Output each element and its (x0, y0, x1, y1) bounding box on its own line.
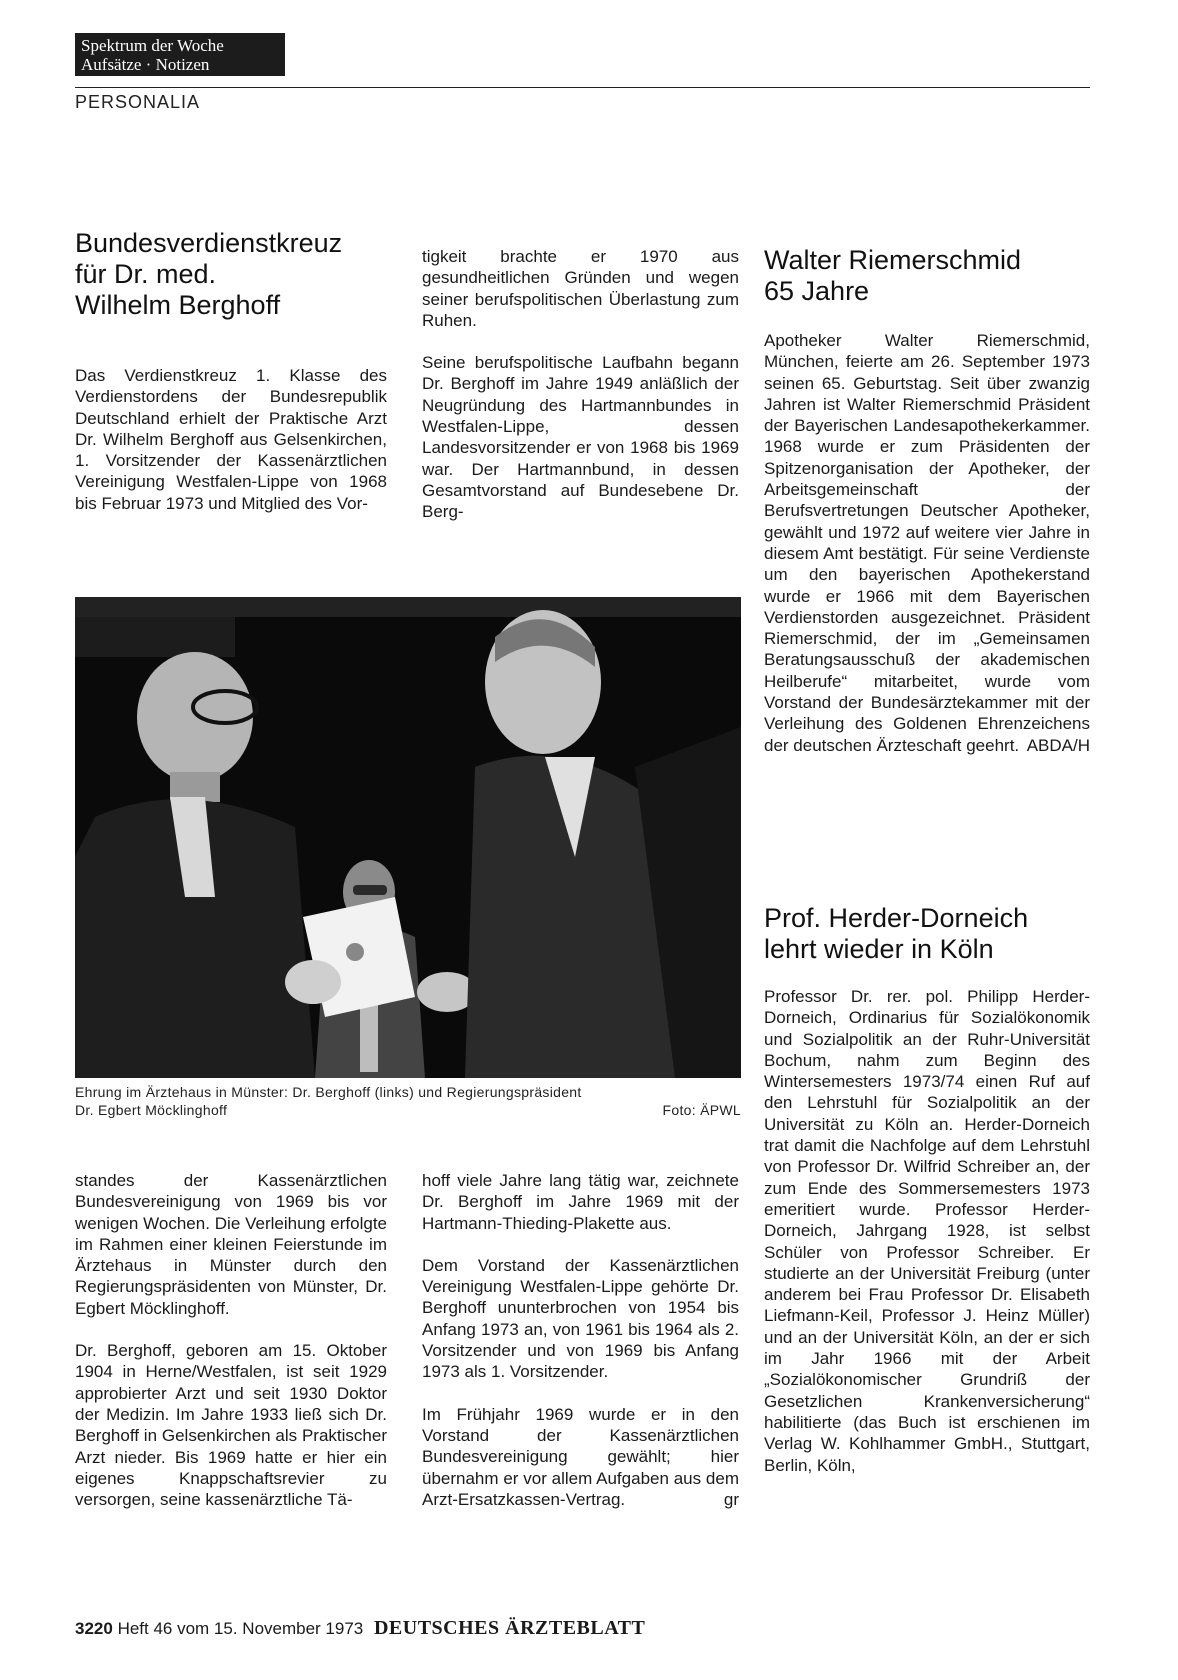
article1-col1-bottom-paragraph2: Dr. Berghoff, geboren am 15. Oktober 1904 in Herne/Westfalen, ist seit 1929 approbierter Arzt und seit 1930 Doktor der Medizin. Im Jahre 1933 ließ sich Dr. Berghoff in Gelsenkirchen als Praktischer Arzt nieder. Bis 1969 hatte er hier ein eigenes Knappschaftsrevier zu versorgen, seine kassenärztliche Tä- (75, 1341, 387, 1510)
article1-col2-bottom-paragraph3 (422, 1404, 739, 1510)
section-badge-line2: Aufsätze · Notizen (81, 55, 210, 74)
section-badge-line1: Spektrum der Woche (81, 36, 224, 55)
photo-caption-row2 (75, 1101, 741, 1119)
article1-headline-line3: Wilhelm Berghoff (75, 290, 281, 320)
photo-caption-line2: Dr. Egbert Möcklinghoff (75, 1102, 228, 1118)
page-footer (75, 1617, 645, 1640)
article3-headline (764, 903, 1094, 965)
article3-headline-line2: lehrt wieder in Köln (764, 934, 994, 964)
article1-col2-bottom-paragraph1: hoff viele Jahre lang tätig war, zeichnete Dr. Berghoff im Jahre 1969 mit der Hartmann-Thieding-Plakette aus. (422, 1171, 739, 1233)
page-number: 3220 (75, 1619, 113, 1638)
article1-col1-bottom-paragraph1: standes der Kassenärztlichen Bundesvereinigung von 1969 bis vor wenigen Wochen. Die Verleihung erfolgte im Rahmen einer kleinen Feierstunde im Ärztehaus in Münster durch den Regierungspräsidenten von Münster, Dr. Egbert Möcklinghoff. (75, 1171, 387, 1318)
journal-name: DEUTSCHES ÄRZTEBLATT (373, 1617, 646, 1639)
article2-body (764, 330, 1090, 756)
article1-col1-top-paragraph: Das Verdienstkreuz 1. Klasse des Verdienstordens der Bundesrepublik Deutschland erhielt der Praktische Arzt Dr. Wilhelm Berghoff aus Gelsenkirchen, 1. Vorsitzender der Kassenärztlichen Vereinigung Westfalen-Lippe von 1968 bis Februar 1973 und Mitglied des Vor- (75, 366, 387, 513)
article3-body-paragraph: Professor Dr. rer. pol. Philipp Herder-Dorneich, Ordinarius für Sozialökonomik und Sozialpolitik an der Ruhr-Universität Bochum, nahm zum Beginn des Wintersemesters 1973/74 einen Ruf auf den Lehrstuhl für Sozialpolitik an der Universität zu Köln an. Herder-Dorneich trat damit die Nachfolge auf dem Lehrstuhl von Professor Dr. Wilfrid Schreiber an, der zum Ende des Sommersemesters 1973 emeritiert wurde. Professor Herder-Dorneich, Jahrgang 1928, ist selbst Schüler von Professor Schreiber. Er studierte an der Universität Freiburg (unter anderem bei Frau Professor Dr. Elisabeth Liefmann-Keil, Professor J. Heinz Müller) und an der Universität Köln, an der er sich im Jahr 1966 mit der Arbeit „Sozialökonomischer Grundriß der Gesetzlichen Krankenversicherung“ habilitierte (das Buch ist erschienen im Verlag W. Kohlhammer GmbH., Stuttgart, Berlin, Köln, (764, 987, 1090, 1475)
top-rule (75, 87, 1090, 88)
article1-headline-line1: Bundesverdienstkreuz (75, 228, 343, 258)
article1-col1-bottom (75, 1170, 387, 1510)
photo-illustration (75, 597, 741, 1078)
article2-headline-line1: Walter Riemerschmid (764, 245, 1022, 275)
article2-body-text: Apotheker Walter Riemerschmid, München, feierte am 26. September 1973 seinen 65. Geburtstag. Seit über zwanzig Jahren ist Walter Riemerschmid Präsident der Bayerischen Landesapothekerkammer. 1968 wurde er zum Präsidenten der Spitzenorganisation der Apotheker, der Arbeitsgemeinschaft der Berufsvertretungen Deutscher Apotheker, gewählt und 1972 auf weitere vier Jahre in diesem Amt bestätigt. Für seine Verdienste um den bayerischen Apothekerstand wurde er 1966 mit dem Bayerischen Verdienstorden ausgezeichnet. Präsident Riemerschmid, der im „Gemeinsamen Beratungsausschuß der akademischen Heilberufe“ mitarbeitet, wurde vom Vorstand der Bundesärztekammer mit der Verleihung des Goldenen Ehrenzeichens der deutschen Ärzteschaft geehrt. (764, 331, 1090, 755)
article2-headline-line2: 65 Jahre (764, 276, 870, 306)
article1-col2-top-paragraph1: tigkeit brachte er 1970 aus gesundheitlichen Gründen und wegen seiner berufspolitischen Überlastung zum Ruhen. (422, 247, 739, 330)
article3-headline-line1: Prof. Herder-Dorneich (764, 903, 1029, 933)
article1-author-initials: gr (723, 1489, 739, 1509)
article2-signature: ABDA/H (1026, 735, 1090, 755)
article1-col2-bottom-paragraph2: Dem Vorstand der Kassenärztlichen Vereinigung Westfalen-Lippe gehörte Dr. Berghoff ununterbrochen von 1954 bis Anfang 1973 an, von 1961 bis 1964 als 2. Vorsitzender und von 1969 bis Anfang 1973 als 1. Vorsitzender. (422, 1255, 739, 1382)
article1-col2-bottom (422, 1170, 739, 1510)
article1-col2-top (422, 246, 739, 523)
photo-credit: Foto: ÄPWL (662, 1102, 741, 1118)
article2-headline (764, 245, 1094, 307)
issue-info: Heft 46 vom 15. November 1973 (117, 1619, 364, 1638)
article1-headline-line2: für Dr. med. (75, 259, 217, 289)
article1-headline (75, 228, 385, 321)
article2-body-paragraph (764, 330, 1090, 756)
article1-col1-top (75, 365, 387, 514)
section-badge (75, 33, 285, 76)
photo-caption-line1: Ehrung im Ärztehaus in Münster: Dr. Berghoff (links) und Regierungspräsident (75, 1084, 582, 1100)
article3-body (764, 986, 1090, 1476)
photo-caption (75, 1083, 741, 1119)
article1-col2-top-paragraph2: Seine berufspolitische Laufbahn begann Dr. Berghoff im Jahre 1949 anläßlich der Neugründung des Hartmannbundes in Westfalen-Lippe, dessen Landesvorsitzender er von 1968 bis 1969 war. Der Hartmannbund, in dessen Gesamtvorstand auf Bundesebene Dr. Berg- (422, 353, 739, 522)
article-photo (75, 597, 741, 1078)
section-label: PERSONALIA (75, 92, 201, 112)
article1-col2-bottom-paragraph3-text: Im Frühjahr 1969 wurde er in den Vorstand der Kassenärztlichen Bundesvereinigung gewählt; hier übernahm er vor allem Aufgaben aus dem Arzt-Ersatzkassen-Vertrag. (422, 1404, 739, 1509)
